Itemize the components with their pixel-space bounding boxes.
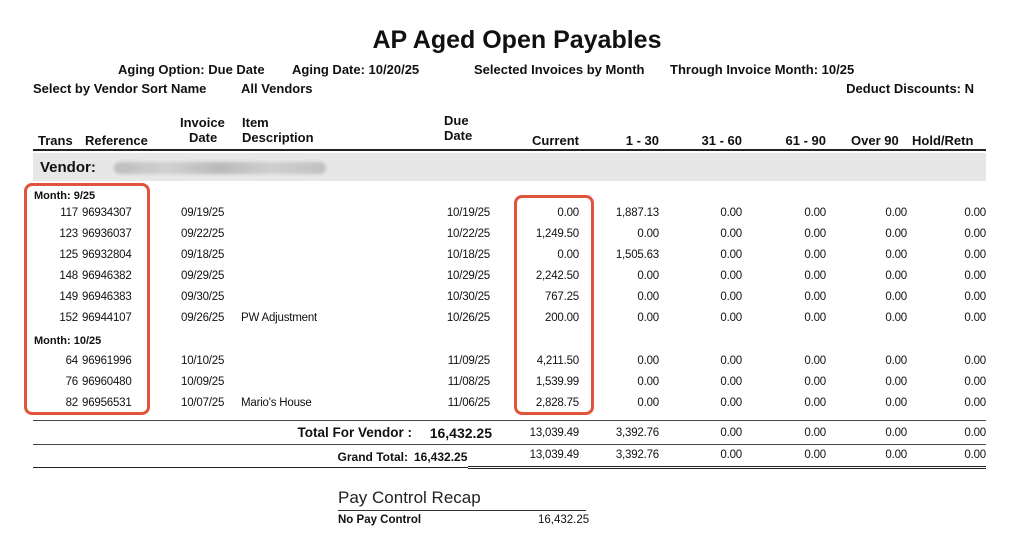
cell-reference: 96961996 — [82, 355, 132, 367]
cell-61-90: 0.00 — [804, 228, 826, 240]
total-over-90: 0.00 — [885, 427, 907, 439]
cell-due-date: 10/30/25 — [446, 291, 490, 303]
total-current: 13,039.49 — [529, 427, 579, 439]
cell-1-30: 0.00 — [637, 228, 659, 240]
cell-due-date: 11/09/25 — [447, 355, 490, 367]
cell-trans: 76 — [65, 376, 78, 388]
cell-1-30: 0.00 — [637, 312, 659, 324]
cell-current: 1,539.99 — [535, 376, 579, 388]
cell-61-90: 0.00 — [804, 397, 826, 409]
recap-title: Pay Control Recap — [338, 488, 481, 507]
total-61-90: 0.00 — [804, 427, 826, 439]
cell-invoice-date: 09/22/25 — [181, 228, 225, 240]
cell-invoice-date: 09/26/25 — [181, 312, 225, 324]
cell-hold-retn: 0.00 — [964, 228, 986, 240]
highlight-box-current — [514, 195, 594, 415]
selected-invoices: Selected Invoices by Month — [474, 62, 645, 77]
cell-61-90: 0.00 — [804, 270, 826, 282]
grand-over-90: 0.00 — [885, 449, 907, 461]
col-due-2: Date — [444, 128, 473, 143]
cell-31-60: 0.00 — [720, 270, 742, 282]
col-due-1: Due — [444, 113, 469, 128]
vendor-label: Vendor: — [40, 159, 96, 176]
cell-reference: 96946383 — [82, 291, 132, 303]
col-invoice-2: Date — [189, 130, 218, 145]
cell-due-date: 11/08/25 — [447, 376, 490, 388]
cell-reference: 96934307 — [82, 207, 132, 219]
cell-31-60: 0.00 — [720, 291, 742, 303]
cell-invoice-date: 09/19/25 — [181, 207, 225, 219]
all-vendors: All Vendors — [241, 81, 313, 96]
grand-total-row — [0, 446, 1034, 466]
cell-current: 200.00 — [545, 312, 579, 324]
vendor-total-label: Total For Vendor : — [297, 425, 412, 440]
col-hold-retn: Hold/Retn — [912, 133, 974, 148]
cell-over-90: 0.00 — [885, 397, 907, 409]
month-label: Month: 9/25 — [34, 190, 96, 202]
cell-1-30: 0.00 — [637, 291, 659, 303]
cell-reference: 96956531 — [82, 397, 132, 409]
cell-reference: 96960480 — [82, 376, 132, 388]
cell-61-90: 0.00 — [804, 355, 826, 367]
cell-current: 4,211.50 — [536, 355, 579, 367]
cell-trans: 125 — [59, 249, 78, 261]
cell-invoice-date: 09/29/25 — [181, 270, 225, 282]
cell-due-date: 11/06/25 — [447, 397, 490, 409]
cell-31-60: 0.00 — [720, 207, 742, 219]
cell-hold-retn: 0.00 — [964, 397, 986, 409]
grand-31-60: 0.00 — [720, 449, 742, 461]
cell-hold-retn: 0.00 — [964, 249, 986, 261]
grand-current: 13,039.49 — [529, 449, 579, 461]
cell-1-30: 1,505.63 — [615, 249, 659, 261]
cell-hold-retn: 0.00 — [964, 270, 986, 282]
cell-31-60: 0.00 — [720, 228, 742, 240]
cell-current: 1,249.50 — [535, 228, 579, 240]
total-hold-retn: 0.00 — [964, 427, 986, 439]
col-61-90: 61 - 90 — [785, 133, 826, 148]
col-item-2: Description — [242, 130, 314, 145]
cell-current: 767.25 — [545, 291, 579, 303]
aging-option: Aging Option: Due Date — [118, 62, 265, 77]
col-item-1: Item — [242, 115, 269, 130]
cell-trans: 149 — [59, 291, 78, 303]
cell-due-date: 10/18/25 — [446, 249, 490, 261]
cell-hold-retn: 0.00 — [964, 355, 986, 367]
cell-current: 0.00 — [557, 207, 579, 219]
cell-over-90: 0.00 — [885, 355, 907, 367]
col-31-60: 31 - 60 — [701, 133, 742, 148]
cell-due-date: 10/22/25 — [446, 228, 490, 240]
grand-hold-retn: 0.00 — [964, 449, 986, 461]
month-label: Month: 10/25 — [34, 335, 102, 347]
cell-61-90: 0.00 — [804, 376, 826, 388]
cell-61-90: 0.00 — [804, 291, 826, 303]
aging-date: Aging Date: 10/20/25 — [292, 62, 420, 77]
deduct-discounts: Deduct Discounts: N — [846, 81, 974, 96]
cell-hold-retn: 0.00 — [964, 207, 986, 219]
total-rule-top — [33, 420, 986, 421]
grand-total-amount: 16,432.25 — [414, 450, 468, 464]
col-over-90: Over 90 — [851, 133, 899, 148]
cell-invoice-date: 10/10/25 — [181, 355, 225, 367]
total-rule-mid — [33, 444, 986, 445]
cell-reference: 96936037 — [82, 228, 132, 240]
cell-31-60: 0.00 — [720, 397, 742, 409]
grand-1-30: 3,392.76 — [615, 449, 659, 461]
cell-61-90: 0.00 — [804, 312, 826, 324]
cell-hold-retn: 0.00 — [964, 291, 986, 303]
cell-invoice-date: 09/18/25 — [181, 249, 225, 261]
col-1-30: 1 - 30 — [625, 133, 659, 148]
cell-trans: 64 — [65, 355, 78, 367]
cell-over-90: 0.00 — [885, 376, 907, 388]
cell-hold-retn: 0.00 — [964, 312, 986, 324]
through-invoice-month: Through Invoice Month: 10/25 — [670, 62, 855, 77]
cell-1-30: 0.00 — [637, 355, 659, 367]
highlight-box-reference — [24, 183, 150, 415]
col-reference: Reference — [85, 133, 148, 148]
cell-1-30: 0.00 — [637, 270, 659, 282]
grand-total-rule-left — [33, 467, 468, 468]
cell-current: 0.00 — [557, 249, 579, 261]
recap-value: 16,432.25 — [538, 514, 590, 526]
cell-31-60: 0.00 — [720, 249, 742, 261]
cell-trans: 152 — [59, 312, 78, 324]
cell-trans: 117 — [60, 207, 78, 219]
cell-reference: 96944107 — [82, 312, 132, 324]
cell-due-date: 10/19/25 — [446, 207, 490, 219]
cell-over-90: 0.00 — [885, 228, 907, 240]
sort-name: Select by Vendor Sort Name — [33, 81, 207, 96]
cell-invoice-date: 10/07/25 — [181, 397, 225, 409]
vendor-total-row — [0, 424, 1034, 444]
cell-current: 2,242.50 — [535, 270, 579, 282]
vendor-name-redacted — [114, 162, 326, 174]
cell-over-90: 0.00 — [885, 249, 907, 261]
cell-31-60: 0.00 — [720, 355, 742, 367]
cell-invoice-date: 10/09/25 — [181, 376, 225, 388]
cell-over-90: 0.00 — [885, 312, 907, 324]
cell-1-30: 0.00 — [637, 376, 659, 388]
cell-1-30: 1,887.13 — [615, 207, 659, 219]
cell-current: 2,828.75 — [535, 397, 579, 409]
cell-over-90: 0.00 — [885, 270, 907, 282]
cell-trans: 82 — [65, 397, 78, 409]
total-31-60: 0.00 — [720, 427, 742, 439]
col-invoice-1: Invoice — [180, 115, 225, 130]
recap-rule — [338, 510, 586, 511]
cell-over-90: 0.00 — [885, 291, 907, 303]
cell-61-90: 0.00 — [804, 249, 826, 261]
cell-item-description: Mario's House — [241, 397, 312, 409]
cell-due-date: 10/29/25 — [446, 270, 490, 282]
report-title: AP Aged Open Payables — [372, 26, 662, 54]
recap-label: No Pay Control — [338, 514, 422, 526]
grand-total-label: Grand Total: — [337, 450, 408, 464]
cell-61-90: 0.00 — [804, 207, 826, 219]
cell-hold-retn: 0.00 — [964, 376, 986, 388]
cell-31-60: 0.00 — [720, 376, 742, 388]
cell-1-30: 0.00 — [637, 397, 659, 409]
total-1-30: 3,392.76 — [615, 427, 659, 439]
vendor-total-amount: 16,432.25 — [429, 425, 492, 441]
header-rule — [33, 149, 986, 151]
cell-item-description: PW Adjustment — [241, 312, 318, 324]
cell-trans: 123 — [59, 228, 78, 240]
cell-trans: 148 — [59, 270, 78, 282]
col-current: Current — [532, 133, 579, 148]
cell-invoice-date: 09/30/25 — [181, 291, 225, 303]
cell-reference: 96932804 — [82, 249, 132, 261]
cell-reference: 96946382 — [82, 270, 132, 282]
cell-31-60: 0.00 — [720, 312, 742, 324]
cell-due-date: 10/26/25 — [446, 312, 490, 324]
grand-61-90: 0.00 — [804, 449, 826, 461]
cell-over-90: 0.00 — [885, 207, 907, 219]
col-trans: Trans — [38, 133, 73, 148]
